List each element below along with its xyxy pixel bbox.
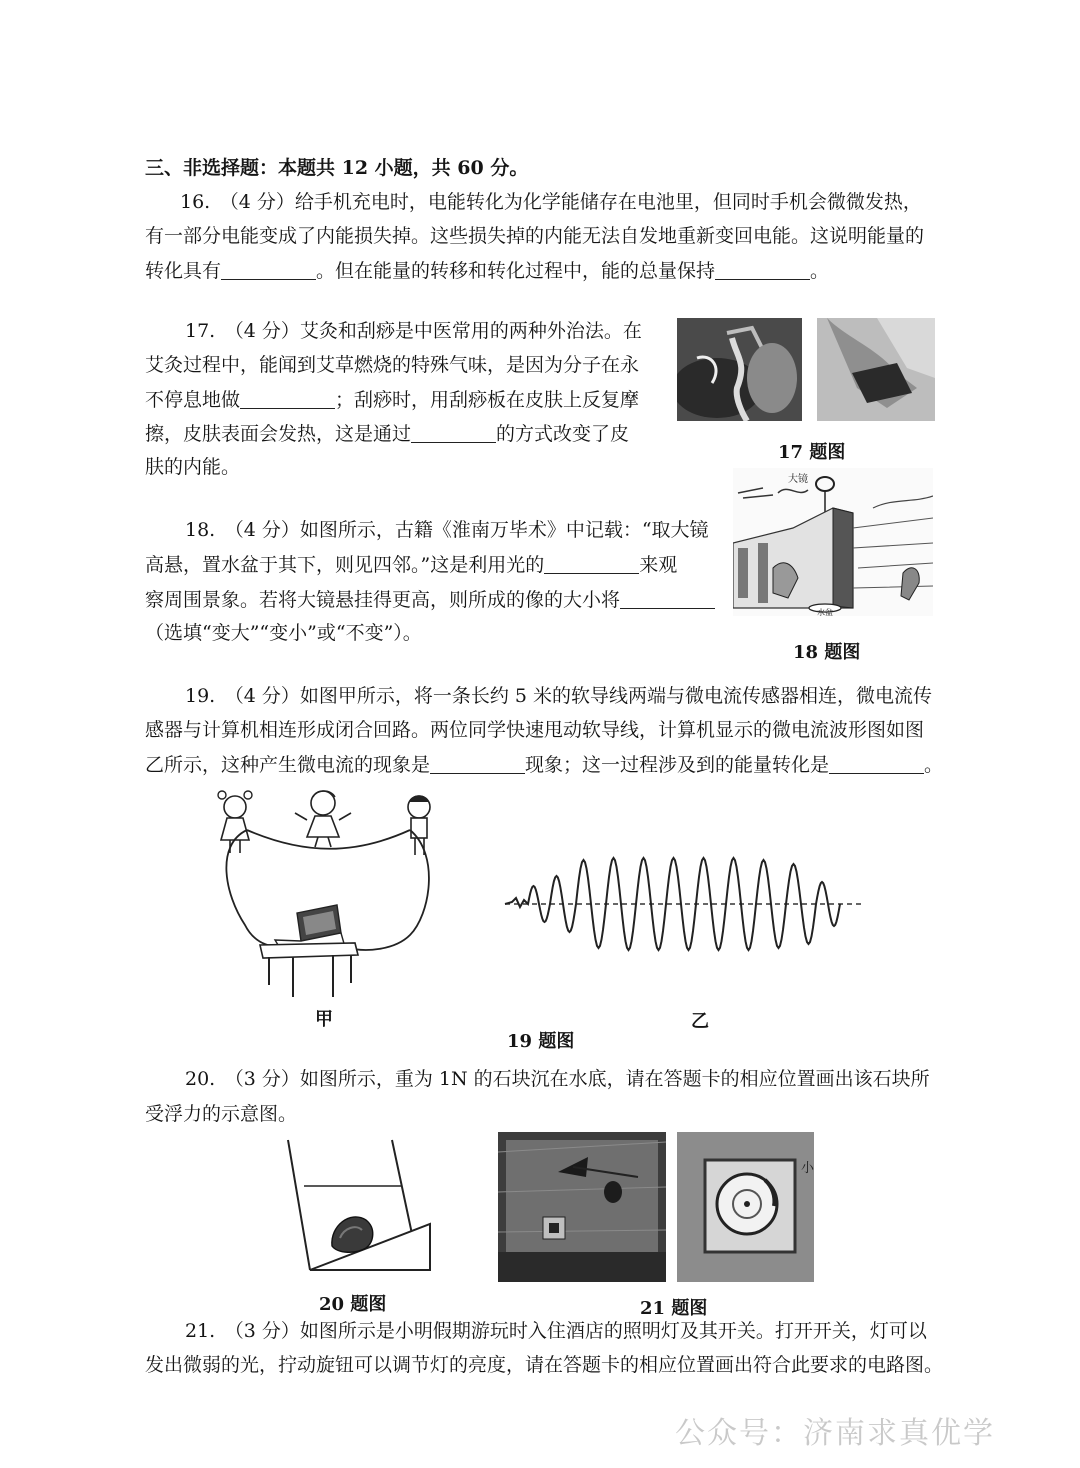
svg-text:水盆: 水盆	[817, 608, 833, 616]
answer-blank[interactable]	[411, 424, 496, 443]
water-container-figure	[280, 1138, 435, 1273]
q17-line5: 肤的内能。	[145, 456, 241, 478]
answer-blank[interactable]	[544, 555, 639, 574]
q19-line1: 19. （4 分）如图甲所示，将一条长约 5 米的软导线两端与微电流传感器相连，微电流传	[185, 685, 933, 707]
q21-caption: 21 题图	[640, 1298, 708, 1319]
answer-blank[interactable]	[221, 261, 316, 280]
watermark: 公众号：济南求真优学	[675, 1416, 995, 1451]
q19-line2: 感器与计算机相连形成闭合回路。两位同学快速甩动软导线，计算机显示的微电流波形图如图	[145, 719, 925, 741]
q18-caption: 18 题图	[793, 642, 861, 663]
wire-swinging-figure	[205, 785, 455, 1010]
q17-line3: 不停息地做 ；刮痧时，用刮痧板在皮肤上反复摩	[145, 389, 640, 411]
q20-line1: 20. （3 分）如图所示，重为 1N 的石块沉在水底，请在答题卡的相应位置画出该石块所	[185, 1068, 930, 1090]
label-jia: 甲	[315, 1009, 333, 1030]
q20-line2: 受浮力的示意图。	[145, 1103, 298, 1125]
q21-line1: 21. （3 分）如图所示是小明假期游玩时入住酒店的照明灯及其开关。打开开关，灯可以	[185, 1320, 927, 1342]
q18-line2: 高悬，置水盆于其下，则见四邻。”这是利用光的 来观	[145, 554, 678, 576]
answer-blank[interactable]	[620, 590, 715, 609]
answer-blank[interactable]	[829, 755, 924, 774]
scraping-photo	[817, 318, 935, 421]
answer-blank[interactable]	[430, 755, 525, 774]
q16-line1: 16. （4 分）给手机充电时，电能转化为化学能储存在电池里，但同时手机会微微发热，	[180, 191, 922, 213]
q17-caption: 17 题图	[778, 442, 846, 463]
q20-caption: 20 题图	[319, 1294, 387, 1315]
q16-line3: 转化具有 。但在能量的转移和转化过程中，能的总量保持 。	[145, 260, 830, 282]
q21-line2: 发出微弱的光，拧动旋钮可以调节灯的亮度，请在答题卡的相应位置画出符合此要求的电路图。	[145, 1354, 944, 1376]
q17-line1: 17. （4 分）艾灸和刮痧是中医常用的两种外治法。在	[185, 320, 642, 342]
dimmer-switch-photo	[677, 1132, 814, 1282]
q18-line3: 察周围景象。若将大镜悬挂得更高，则所成的像的大小将	[145, 590, 715, 610]
answer-blank[interactable]	[715, 261, 810, 280]
answer-blank[interactable]	[240, 390, 335, 409]
moxibustion-photo	[677, 318, 802, 421]
q19-line3: 乙所示，这种产生微电流的现象是 现象；这一过程涉及到的能量转化是 。	[145, 754, 944, 776]
q17-line4: 擦，皮肤表面会发热，这是通过 的方式改变了皮	[145, 423, 630, 445]
q16-line2: 有一部分电能变成了内能损失掉。这些损失掉的内能无法自发地重新变回电能。这说明能量的	[145, 225, 925, 247]
svg-text:小: 小	[801, 1161, 814, 1176]
q18-line4: （选填“变大”“变小”或“不变”）。	[145, 622, 422, 644]
q18-line1: 18. （4 分）如图所示，古籍《淮南万毕术》中记载：“取大镜	[185, 519, 709, 541]
section-heading: 三、非选择题：本题共 12 小题，共 60 分。	[145, 157, 529, 179]
ancient-mirror-illustration	[733, 468, 933, 616]
q19-caption: 19 题图	[507, 1031, 575, 1052]
current-waveform	[500, 852, 870, 962]
label-yi: 乙	[691, 1011, 709, 1032]
q17-line2: 艾灸过程中，能闻到艾草燃烧的特殊气味，是因为分子在永	[145, 354, 640, 376]
svg-text:大镜: 大镜	[788, 474, 808, 485]
hotel-lamp-photo	[498, 1132, 666, 1282]
